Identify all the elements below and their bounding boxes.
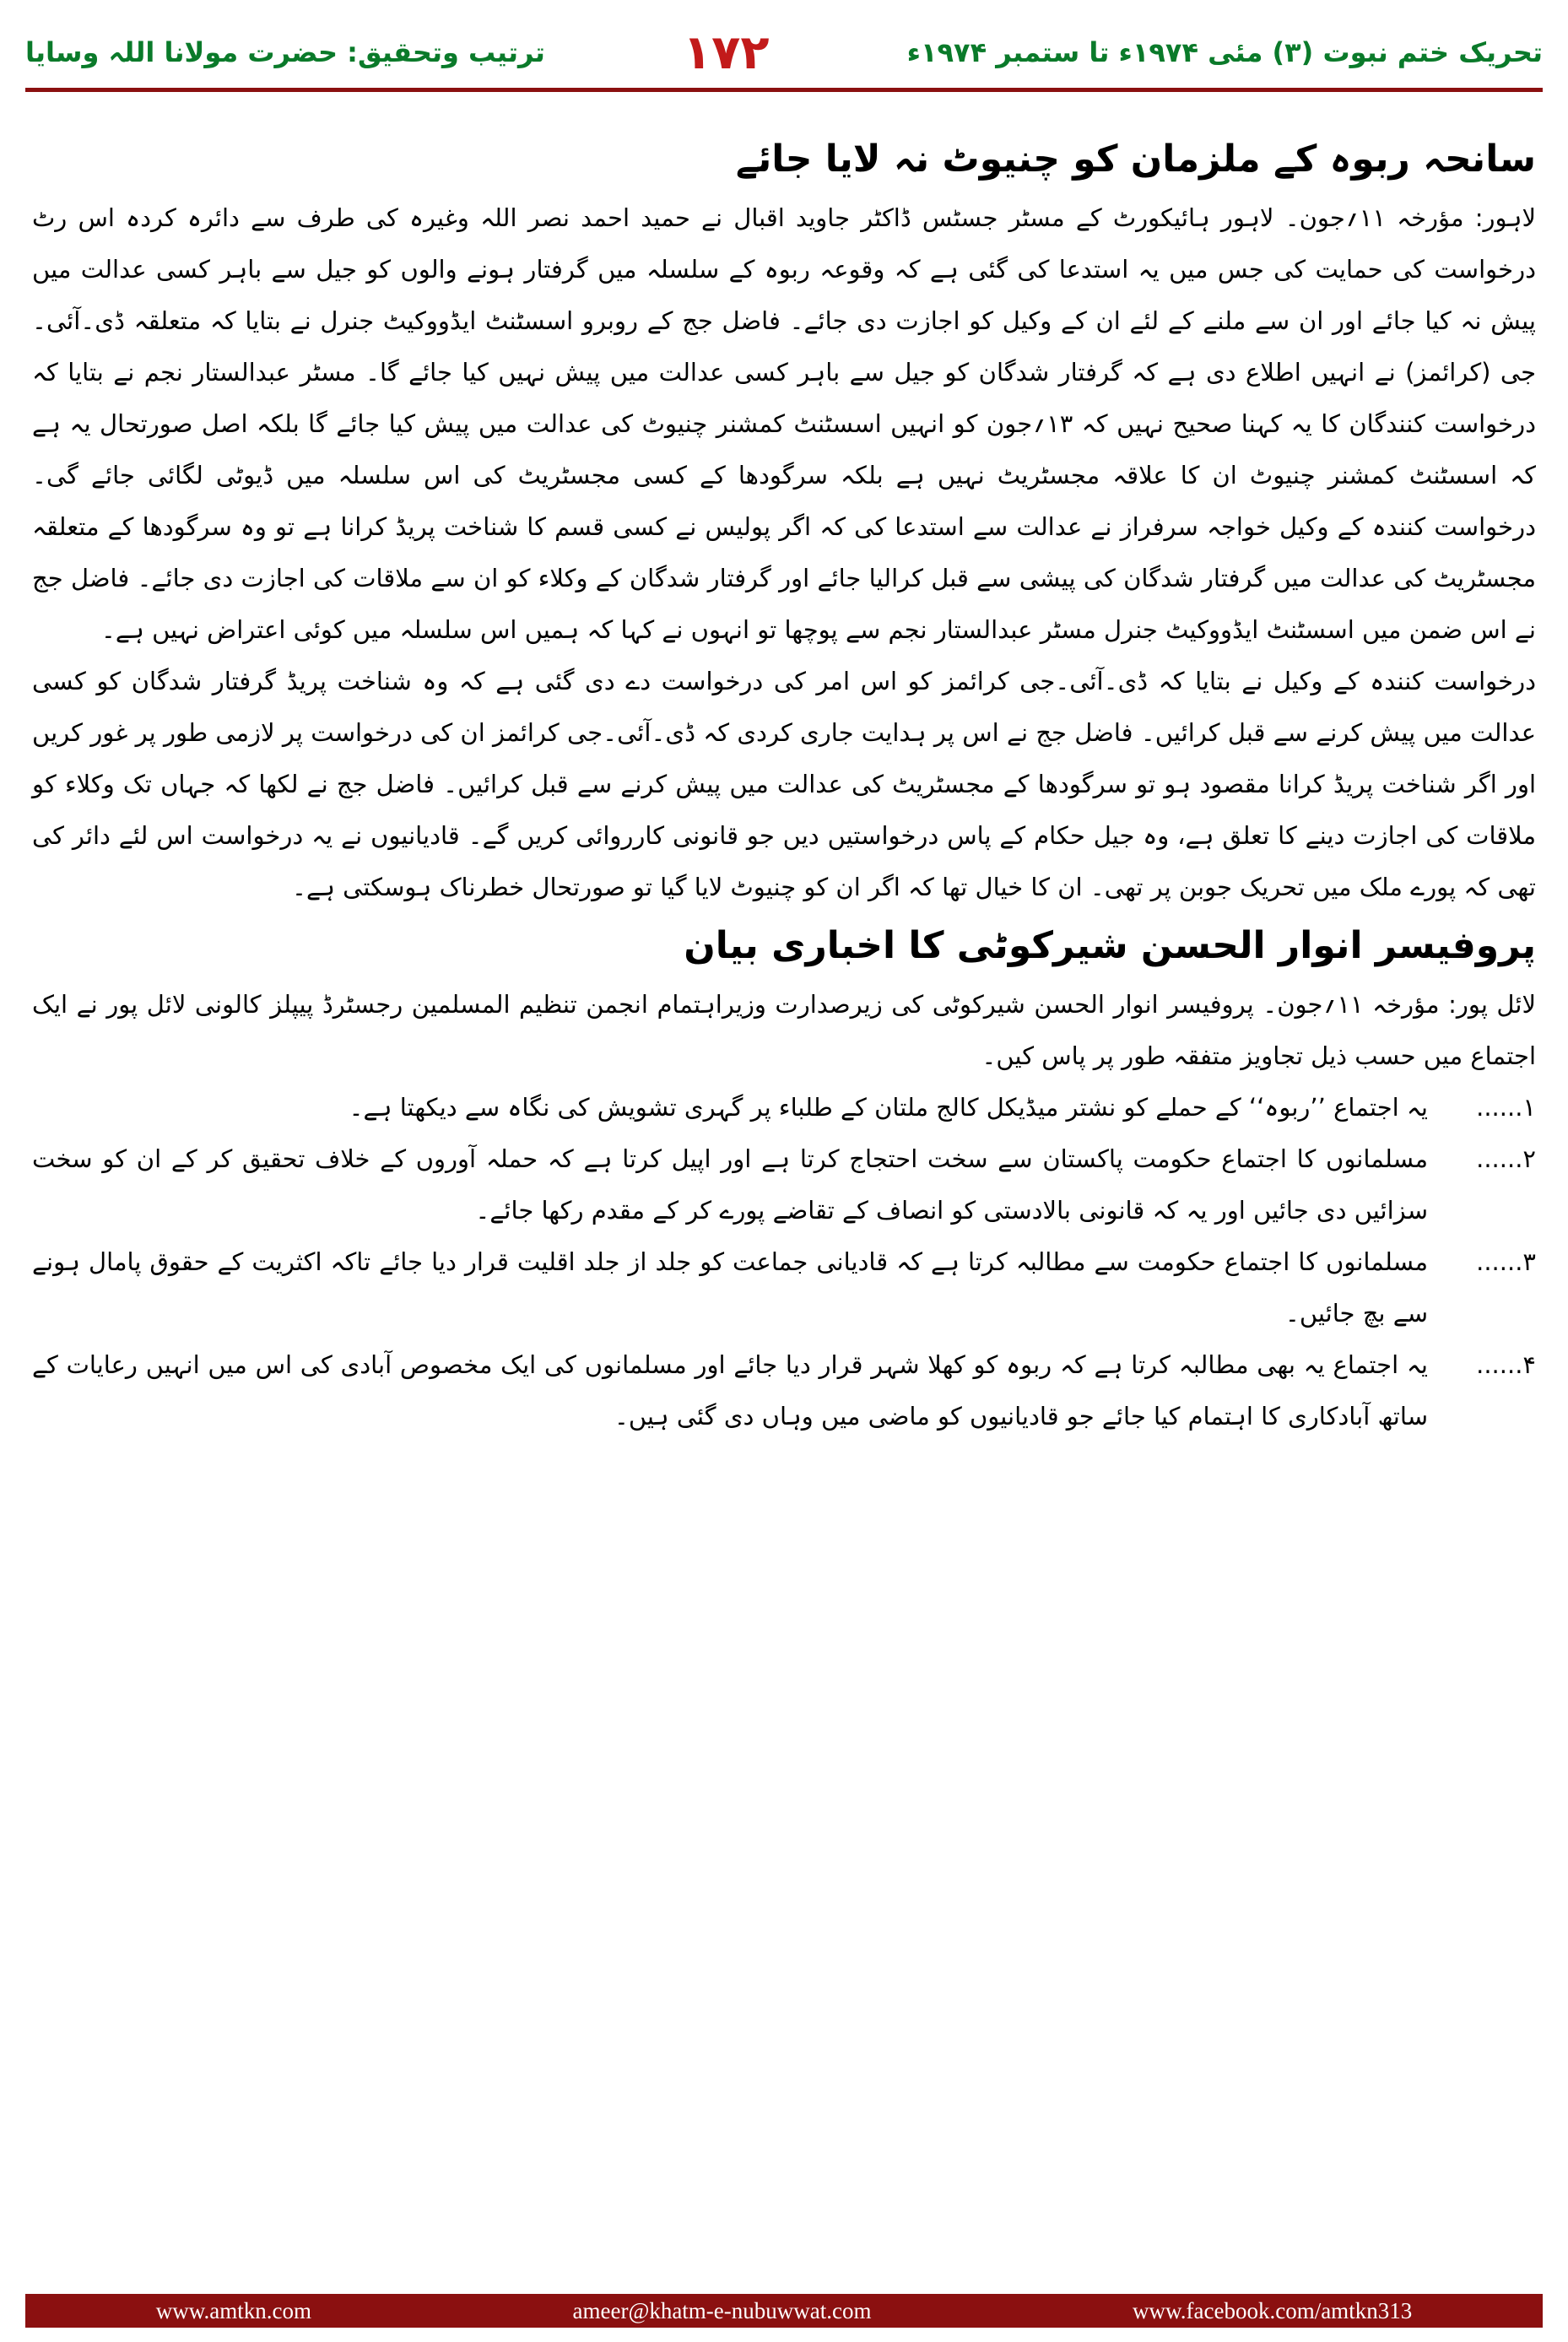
- resolution-text: مسلمانوں کا اجتماع حکومت پاکستان سے سخت احتجاج کرتا ہے اور اپیل کرتا ہے کہ حملہ آوروں کے خلاف تحقیق کر کے ان کو سخت سزائیں دی جائیں اور یہ کہ قانونی بالادستی کو انصاف کے تقاضے پورے کر کے مقدم رکھا جائے۔: [32, 1144, 1428, 1225]
- facebook-link[interactable]: www.facebook.com/amtkn313: [1133, 2297, 1413, 2323]
- section2-intro: لائل پور: مؤرخہ ۱۱؍جون۔ پروفیسر انوار الحسن شیرکوٹی کی زیرصدارت وزیراہتمام انجمن تنظیم المسلمین رجسٹرڈ پیپلز کالونی لائل پور نے ایک اجتماع میں حسب ذیل تجاویز متفقہ طور پر پاس کیں۔: [32, 990, 1536, 1070]
- resolution-item: [32, 1082, 1536, 1133]
- resolution-item: [32, 1133, 1536, 1236]
- resolution-number: ۴......: [1476, 1350, 1536, 1379]
- page-content: [32, 127, 1536, 2270]
- section1-paragraph-1: لاہور: مؤرخہ ۱۱؍جون۔ لاہور ہائیکورٹ کے مسٹر جسٹس ڈاکٹر جاوید اقبال نے حمید احمد نصر اللہ وغیرہ کی طرف سے دائرہ کردہ اس رٹ درخواست کی حمایت کی جس میں یہ استدعا کی گئی ہے کہ وقوعہ ربوہ کے سلسلہ میں گرفتار ہونے والوں کو جیل سے باہر کسی عدالت میں پیش نہ کیا جائے اور ان سے ملنے کے لئے ان کے وکیل کو اجازت دی جائے۔ فاضل جج کے روبرو اسسٹنٹ ایڈووکیٹ جنرل نے بتایا کہ متعلقہ ڈی۔آئی۔جی (کرائمز) نے انہیں اطلاع دی ہے کہ گرفتار شدگان کو جیل سے باہر کسی عدالت میں پیش نہیں کیا جائے گا۔ مسٹر عبدالستار نجم نے بتایا کہ درخواست کنندگان کا یہ کہنا صحیح نہیں کہ ۱۳؍جون کو انہیں اسسٹنٹ کمشنر چنیوٹ کی عدالت میں پیش کیا جائے گا بلکہ اصل صورتحال یہ ہے کہ اسسٹنٹ کمشنر چنیوٹ ان کا علاقہ مجسٹریٹ نہیں ہے بلکہ سرگودھا کے کسی مجسٹریٹ کی اس سلسلہ میں ڈیوٹی لگائی جائے گی۔ درخواست کنندہ کے وکیل خواجہ سرفراز نے عدالت سے استدعا کی کہ اگر پولیس نے کسی قسم کا شناخت پریڈ کرانا ہے تو وہ سرگودھا کے متعلقہ مجسٹریٹ کی عدالت میں گرفتار شدگان کی پیشی سے قبل کرالیا جائے اور گرفتار شدگان کے وکلاء کو ان سے ملاقات کی اجازت دی جائے۔ فاضل جج نے اس ضمن میں اسسٹنٹ ایڈووکیٹ جنرل مسٹر عبدالستار نجم سے پوچھا تو انہوں نے کہا کہ ہمیں اس سلسلہ میں کوئی اعتراض نہیں ہے۔: [32, 203, 1537, 644]
- book-title: تحریک ختم نبوت (۳) مئی ۱۹۷۴ء تا ستمبر ۱۹۷۴ء: [906, 36, 1543, 68]
- resolution-number: ۳......: [1476, 1247, 1536, 1276]
- page-header: [25, 24, 1543, 80]
- page-number: ۱۷۲: [682, 24, 770, 80]
- section1-paragraph-2: درخواست کنندہ کے وکیل نے بتایا کہ ڈی۔آئی۔جی کرائمز کو اس امر کی درخواست دے دی گئی ہے کہ وہ شناخت پریڈ گرفتار شدگان کو کسی عدالت میں پیش کرنے سے قبل کرائیں۔ فاضل جج نے اس پر ہدایت جاری کردی کہ ڈی۔آئی۔جی کرائمز ان کی درخواست پر لازمی طور پر غور کریں اور اگر شناخت پریڈ کرانا مقصود ہو تو سرگودھا کے مجسٹریٹ کی عدالت میں پیش کرنے سے قبل کرائیں۔ فاضل جج نے لکھا کہ جہاں تک وکلاء کو ملاقات کی اجازت دینے کا تعلق ہے، وہ جیل حکام کے پاس درخواستیں دیں جو قانونی کارروائی کریں گے۔ قادیانیوں نے یہ درخواست اس لئے دائر کی تھی کہ پورے ملک میں تحریک جوبن پر تھی۔ ان کا خیال تھا کہ اگر ان کو چنیوٹ لایا گیا تو صورتحال خطرناک ہوسکتی ہے۔: [32, 667, 1536, 901]
- section2-heading: پروفیسر انوار الحسن شیرکوٹی کا اخباری بیان: [684, 924, 1536, 967]
- compiler-credit: ترتیب وتحقیق: حضرت مولانا اللہ وسایا: [25, 36, 545, 68]
- page-footer: [25, 2294, 1543, 2328]
- resolution-text: یہ اجتماع ’’ربوہ‘‘ کے حملے کو نشتر میڈیکل کالج ملتان کے طلباء پر گہری تشویش کی نگاہ سے دیکھتا ہے۔: [349, 1093, 1428, 1122]
- resolution-item: [32, 1339, 1536, 1442]
- resolution-number: ۱......: [1476, 1093, 1536, 1122]
- resolution-item: [32, 1236, 1536, 1339]
- resolution-number: ۲......: [1476, 1144, 1536, 1173]
- website-link[interactable]: www.amtkn.com: [155, 2297, 311, 2323]
- resolution-text: یہ اجتماع یہ بھی مطالبہ کرتا ہے کہ ربوہ کو کھلا شہر قرار دیا جائے اور مسلمانوں کی ایک مخصوص آبادی کی اس میں انہیں رعایات کے ساتھ آبادکاری کا اہتمام کیا جائے جو قادیانیوں کو ماضی میں وہاں دی گئی ہیں۔: [32, 1350, 1428, 1431]
- header-rule: [25, 88, 1543, 92]
- email-link[interactable]: ameer@khatm-e-nubuwwat.com: [572, 2297, 872, 2323]
- resolution-text: مسلمانوں کا اجتماع حکومت سے مطالبہ کرتا ہے کہ قادیانی جماعت کو جلد از جلد اقلیت قرار دیا جائے تاکہ اکثریت کے حقوق پامال ہونے سے بچ جائیں۔: [32, 1247, 1428, 1328]
- section1-heading: سانحہ ربوہ کے ملزمان کو چنیوٹ نہ لایا جائے: [735, 138, 1536, 181]
